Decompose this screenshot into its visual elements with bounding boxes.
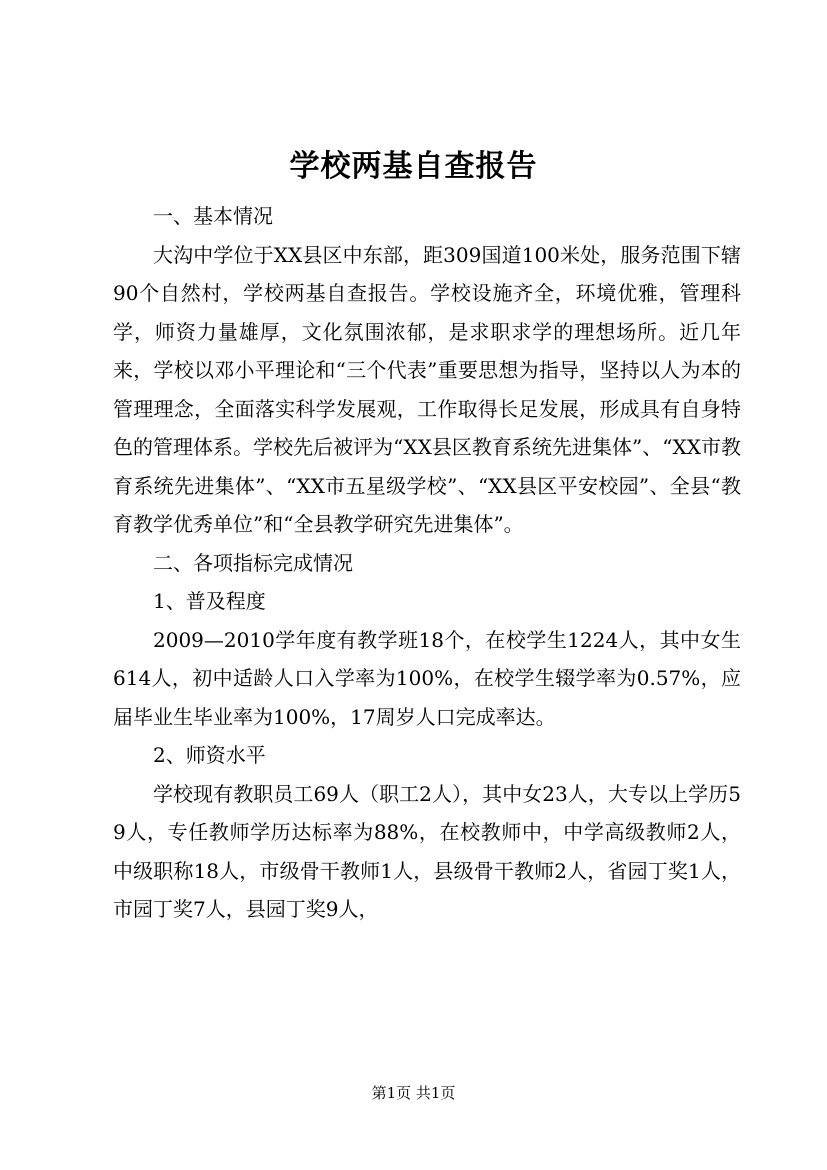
- document-body: [113, 197, 741, 929]
- paragraph-teacher-level: 学校现有教职员工69人（职工2人），其中女23人，大专以上学历59人，专任教师学历达标率为88%，在校教师中，中学高级教师2人，中级职称18人，市级骨干教师1人，县级骨干教师2人，省园丁奖1人，市园丁奖7人，县园丁奖9人，: [113, 781, 741, 921]
- page-footer: 第1页 共1页: [371, 1084, 456, 1102]
- paragraph-popularization: 2009—2010学年度有教学班18个，在校学生1224人，其中女生614人，初中适龄人口入学率为100%，在校学生辍学率为0.57%，应届毕业生毕业率为100%，17周岁人口完成率达。: [113, 627, 741, 729]
- document-title: 学校两基自查报告: [289, 149, 538, 184]
- subheading-popularization: 1、普及程度: [153, 589, 266, 613]
- section-heading-basic-info: 一、基本情况: [153, 204, 273, 228]
- paragraph-school-overview: 大沟中学位于XX县区中东部，距309国道100米处，服务范围下辖90个自然村，学校两基自查报告。学校设施齐全，环境优雅，管理科学，师资力量雄厚，文化氛围浓郁，是求职求学的理想场所。近几年来，学校以邓小平理论和“三个代表”重要思想为指导，坚持以人为本的管理理念，全面落实科学发展观，工作取得长足发展，形成具有自身特色的管理体系。学校先后被评为“XX县区教育系统先进集体”、“XX市教育系统先进集体”、“XX市五星级学校”、“XX县区平安校园”、全县“教育教学优秀单位”和“全县教学研究先进集体”。: [113, 242, 741, 536]
- section-heading-indicators: 二、各项指标完成情况: [153, 550, 353, 575]
- subheading-teacher-level: 2、师资水平: [153, 743, 266, 767]
